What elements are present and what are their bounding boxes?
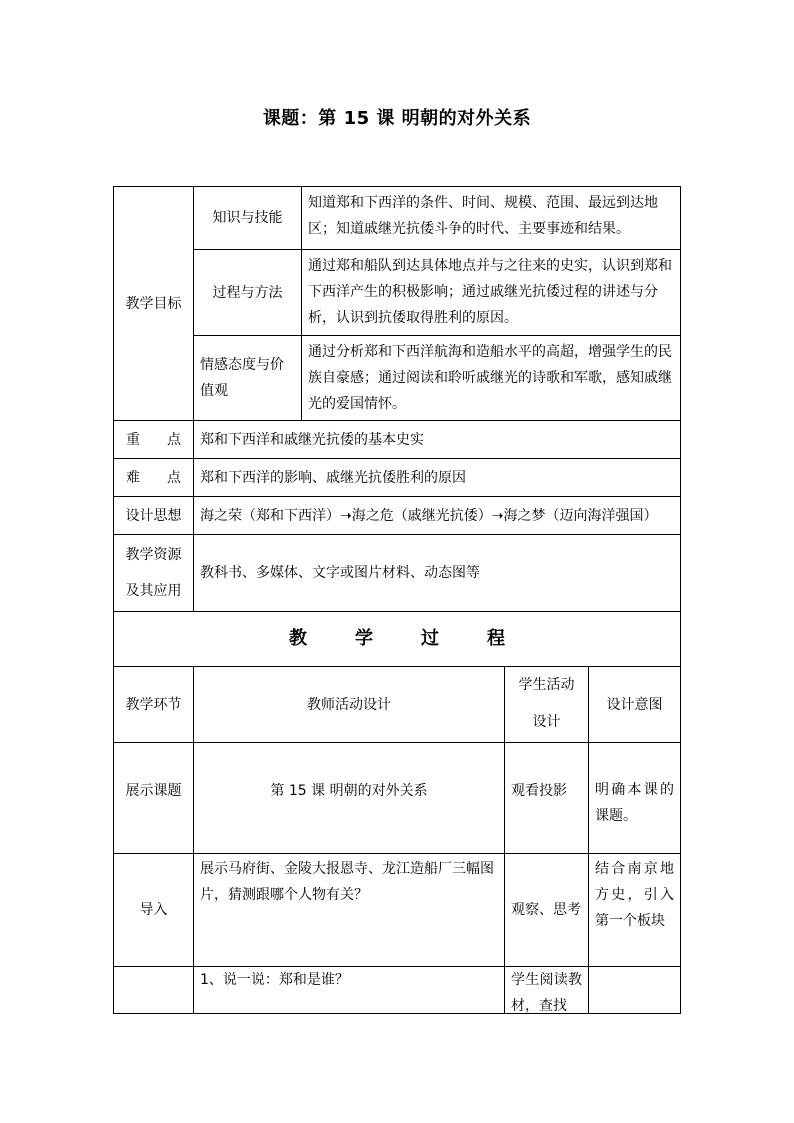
objective-name-process: 过程与方法 [212,284,283,301]
row-teacher: 第 15 课 明朝的对外关系 [270,783,428,799]
objective-text-emotion: 通过分析郑和下西洋航海和造船水平的高超，增强学生的民族自豪感；通过阅读和聆听戚继光的诗歌和军歌，感知戚继光的爱国情怀。 [308,344,672,412]
row-student: 观察、思考 [511,902,581,918]
key-point-text: 郑和下西洋和戚继光抗倭的基本史实 [200,431,424,448]
header-intent: 设计意图 [606,696,663,713]
process-title: 教学过程 [289,628,553,649]
objective-name-knowledge: 知识与技能 [212,210,283,226]
row-student: 学生阅读教材，查找 [511,972,582,1013]
page-title: 课题：第 15 课 明朝的对外关系 [262,108,532,129]
objective-name-emotion: 情感态度与价值观 [200,357,284,399]
design-idea-label: 设计思想 [125,507,182,524]
difficult-point-label: 难 点 [126,469,181,486]
row-intent: 结合南京地方史，引入第一个板块 [595,861,674,929]
header-student: 学生活动 设计 [518,677,575,730]
header-teacher: 教师活动设计 [307,696,391,713]
row-teacher: 展示马府街、金陵大报恩寺、龙江造船厂三幅图片，猜测跟哪个人物有关？ [200,861,494,903]
key-point-label: 重 点 [126,431,181,448]
row-stage: 导入 [139,902,168,918]
design-idea-text: 海之荣（郑和下西洋）➝海之危（戚继光抗倭）➝海之梦（迈向海洋强国） [200,507,658,524]
row-stage: 展示课题 [125,783,182,799]
row-intent: 明确本课的课题。 [595,782,674,824]
resources-text: 教科书、多媒体、文字或图片材料、动态图等 [200,565,480,581]
objective-text-process: 通过郑和船队到达具体地点并与之往来的史实，认识到郑和下西洋产生的积极影响；通过戚继光抗倭过程的讲述与分析，认识到抗倭取得胜利的原因。 [308,258,672,326]
row-intent [589,967,680,1013]
objective-text-knowledge: 知道郑和下西洋的条件、时间、规模、范围、最远到达地区；知道戚继光抗倭斗争的时代、主要事迹和结果。 [308,195,658,237]
header-stage: 教学环节 [125,696,182,713]
difficult-point-text: 郑和下西洋的影响、戚继光抗倭胜利的原因 [200,469,466,486]
objectives-label: 教学目标 [125,295,182,312]
row-stage [114,967,193,1013]
resources-label: 教学资源 及其应用 [125,547,182,599]
row-student: 观看投影 [511,783,567,799]
row-teacher: 1、说一说：郑和是谁？ [200,972,349,988]
